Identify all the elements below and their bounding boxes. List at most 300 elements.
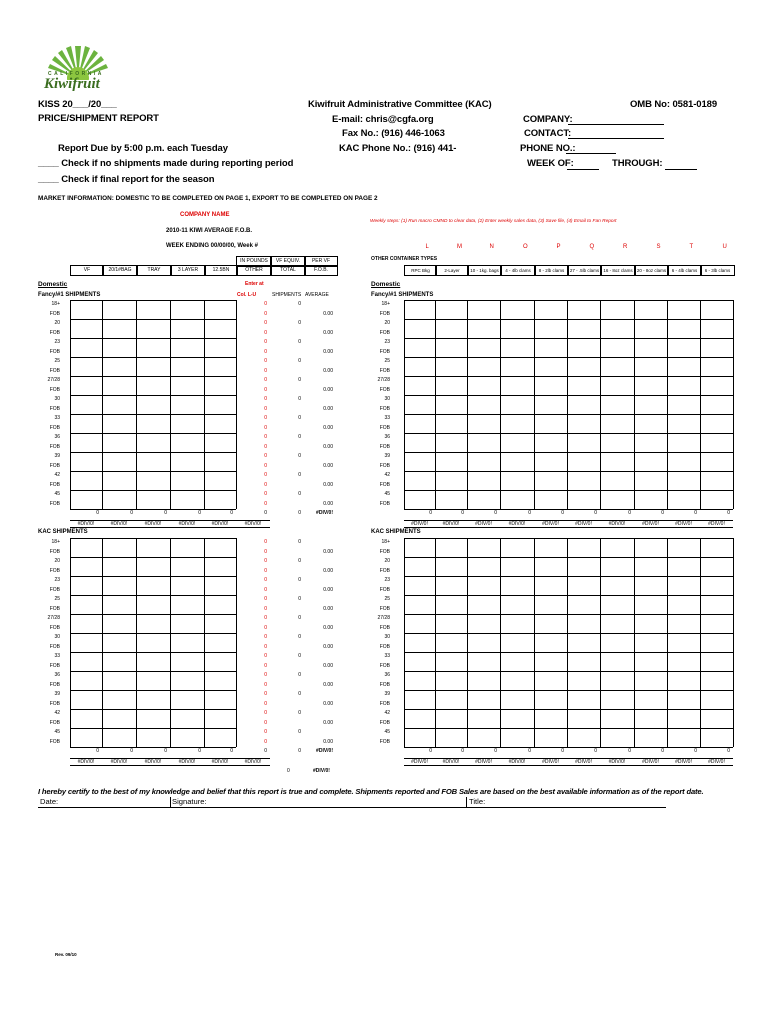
committee-name: Kiwifruit Administrative Committee (KAC) xyxy=(308,99,492,110)
grid-vline xyxy=(467,538,468,747)
left-header-cell: 20/1#BAG xyxy=(102,265,138,276)
size-label: 18+ xyxy=(51,539,60,545)
avg-value: 0.00 xyxy=(323,424,333,431)
total-row-zero: 0 xyxy=(198,510,201,516)
grid-vline xyxy=(70,300,71,509)
left-header-top-in_pounds: IN POUNDS xyxy=(236,256,272,267)
fob-label: FOB xyxy=(49,548,60,555)
size-label: 20 xyxy=(54,558,60,564)
grid-hline xyxy=(404,614,733,615)
right-div-cell: #DIV/0! xyxy=(600,520,634,528)
grid-hline xyxy=(404,728,733,729)
right-col-letter: U xyxy=(722,244,727,250)
grid-hline xyxy=(404,300,733,301)
avg-value: 0.00 xyxy=(323,700,333,707)
company-name-label: COMPANY NAME xyxy=(180,212,230,218)
right-div-cell: #DIV/0! xyxy=(634,758,667,766)
grid-hline xyxy=(70,395,236,396)
grid-vline xyxy=(667,300,668,509)
total-zero: 0 xyxy=(298,558,301,564)
other-zero: 0 xyxy=(264,634,267,640)
other-zero: 0 xyxy=(264,548,267,555)
right-total-zero: 0 xyxy=(528,748,531,754)
fob-label: FOB xyxy=(379,548,390,555)
size-label: 18+ xyxy=(381,539,390,545)
fob-label: FOB xyxy=(49,386,60,393)
report-due: Report Due by 5:00 p.m. each Tuesday xyxy=(58,143,228,154)
other-zero: 0 xyxy=(264,558,267,564)
fob-label: FOB xyxy=(49,719,60,726)
grid-vline xyxy=(435,538,436,747)
grid-hline xyxy=(70,557,236,558)
total-zero: 0 xyxy=(298,710,301,716)
grid-hline xyxy=(70,338,236,339)
sig-divider-2 xyxy=(466,797,467,808)
size-label: 23 xyxy=(54,339,60,345)
grid-hline xyxy=(404,709,733,710)
fob-label: FOB xyxy=(49,586,60,593)
total-zero: 0 xyxy=(298,320,301,326)
other-zero: 0 xyxy=(264,472,267,478)
avg-value: 0.00 xyxy=(323,462,333,469)
grid-hline xyxy=(70,319,236,320)
right-total-zero: 0 xyxy=(461,510,464,516)
revision: Rev. 09/10 xyxy=(55,952,77,957)
right-div-cell: #DIV/0! xyxy=(500,520,534,528)
grid-vline xyxy=(700,300,701,509)
right-total-zero: 0 xyxy=(429,748,432,754)
other-zero: 0 xyxy=(264,567,267,574)
grid-vline xyxy=(170,300,171,509)
fob-label: FOB xyxy=(49,567,60,574)
grid-vline xyxy=(667,538,668,747)
fob-label: FOB xyxy=(379,348,390,355)
week-of-field[interactable] xyxy=(567,169,599,170)
fob-label: FOB xyxy=(49,624,60,631)
avg-value: 0.00 xyxy=(323,681,333,688)
right-col-letter: N xyxy=(489,244,494,250)
other-zero: 0 xyxy=(264,615,267,621)
no-shipments-check[interactable]: ____ Check if no shipments made during reporting period xyxy=(38,158,294,169)
fob-label: FOB xyxy=(379,367,390,374)
company-field[interactable] xyxy=(568,124,664,125)
left-header-cell: F.O.B. xyxy=(304,265,338,276)
grid-vline xyxy=(733,300,734,509)
fob-label: FOB xyxy=(379,500,390,507)
div-cell: #DIV/0! xyxy=(136,758,170,766)
size-label: 18+ xyxy=(381,301,390,307)
market-info: MARKET INFORMATION: DOMESTIC TO BE COMPLETED ON PAGE 1, EXPORT TO BE COMPLETED ON PAGE 2 xyxy=(38,195,378,202)
grid-hline xyxy=(404,357,733,358)
right-total-zero: 0 xyxy=(694,748,697,754)
grid-hline xyxy=(70,595,236,596)
other-zero: 0 xyxy=(264,434,267,440)
fob-label: FOB xyxy=(49,348,60,355)
size-label: 36 xyxy=(54,434,60,440)
div-cell: #DIV/0! xyxy=(102,520,136,528)
total-row-zero: 0 xyxy=(230,510,233,516)
fob-label: FOB xyxy=(49,605,60,612)
total-zero: 0 xyxy=(298,301,301,307)
week-ending: WEEK ENDING 00/00/00, Week # xyxy=(166,243,258,249)
right-div-cell: #DIV/0! xyxy=(700,758,733,766)
avg-value: 0.00 xyxy=(323,719,333,726)
date-label[interactable]: Date: xyxy=(40,797,59,806)
other-zero: 0 xyxy=(264,462,267,469)
fob-label: FOB xyxy=(379,386,390,393)
other-zero: 0 xyxy=(264,500,267,507)
fob-label: FOB xyxy=(379,605,390,612)
avg-value: 0.00 xyxy=(323,738,333,745)
grid-hline xyxy=(70,614,236,615)
right-total-zero: 0 xyxy=(561,510,564,516)
left-header-cell: 3 LAYER xyxy=(170,265,206,276)
right-div-cell: #DIV/0! xyxy=(500,758,534,766)
other-zero: 0 xyxy=(264,653,267,659)
other-zero: 0 xyxy=(264,738,267,745)
grid-vline xyxy=(567,538,568,747)
size-label: 25 xyxy=(384,596,390,602)
grid-hline xyxy=(70,300,236,301)
grid-hline xyxy=(70,452,236,453)
left-header-cell: TOTAL xyxy=(270,265,306,276)
other-zero: 0 xyxy=(264,710,267,716)
right-header-cell: 27 - .5lb clams xyxy=(567,265,602,276)
grid-vline xyxy=(634,538,635,747)
fob-label: FOB xyxy=(379,567,390,574)
grid-hline xyxy=(404,538,733,539)
kac-email: E-mail: chris@cgfa.org xyxy=(332,114,434,125)
size-label: 45 xyxy=(384,729,390,735)
grid-hline xyxy=(404,433,733,434)
other-zero: 0 xyxy=(264,443,267,450)
other-zero: 0 xyxy=(264,643,267,650)
kiwifruit-logo xyxy=(38,40,118,96)
kiss-year: KISS 20___/20___ xyxy=(38,99,117,110)
right-header-cell: 6 - 4lb clams xyxy=(667,265,702,276)
size-label: 23 xyxy=(384,339,390,345)
total-zero: 0 xyxy=(298,596,301,602)
right-total-zero: 0 xyxy=(429,510,432,516)
other-zero: 0 xyxy=(264,320,267,326)
div-cell: #DIV/0! xyxy=(236,520,270,528)
size-label: 42 xyxy=(54,710,60,716)
logo-brand: Kiwifruit xyxy=(44,76,100,92)
final-report-check[interactable]: ____ Check if final report for the season xyxy=(38,174,215,185)
other-zero: 0 xyxy=(264,348,267,355)
size-label: 33 xyxy=(384,415,390,421)
total-zero: 0 xyxy=(298,577,301,583)
fob-label: FOB xyxy=(49,700,60,707)
avg-value: 0.00 xyxy=(323,329,333,336)
total-row-zero: 0 xyxy=(164,510,167,516)
total-row-zero: 0 xyxy=(264,748,267,754)
grid-hline xyxy=(404,576,733,577)
grid-vline xyxy=(70,538,71,747)
size-label: 25 xyxy=(54,596,60,602)
right-div-cell: #DIV/0! xyxy=(634,520,667,528)
grid-hline xyxy=(404,319,733,320)
div-cell: #DIV/0! xyxy=(170,758,204,766)
left-header-cell: 12.5BN xyxy=(204,265,238,276)
avg-value: 0.00 xyxy=(323,348,333,355)
total-row-zero: 0 xyxy=(96,748,99,754)
grid-vline xyxy=(204,300,205,509)
size-label: 25 xyxy=(384,358,390,364)
fob-label: FOB xyxy=(49,681,60,688)
div-cell: #DIV/0! xyxy=(170,520,204,528)
kac-right: KAC SHIPMENTS xyxy=(371,529,421,535)
right-header-cell: 4 - 4lb clams xyxy=(500,265,536,276)
avg-value: 0.00 xyxy=(323,310,333,317)
other-zero: 0 xyxy=(264,386,267,393)
avg-value: 0.00 xyxy=(323,367,333,374)
fob-label: FOB xyxy=(49,405,60,412)
grid-hline xyxy=(70,433,236,434)
grid-vline xyxy=(600,300,601,509)
grid-vline xyxy=(102,538,103,747)
div-cell: #DIV/0! xyxy=(236,758,270,766)
fob-label: FOB xyxy=(379,310,390,317)
grid-hline xyxy=(70,376,236,377)
total-row-zero: 0 xyxy=(198,748,201,754)
total-zero: 0 xyxy=(298,377,301,383)
contact-label: CONTACT: xyxy=(524,128,572,139)
grid-hline xyxy=(404,595,733,596)
total-row-zero: 0 xyxy=(130,748,133,754)
size-label: 18+ xyxy=(51,301,60,307)
contact-field[interactable] xyxy=(568,138,664,139)
right-header-cell: 8 - 2lb clams xyxy=(534,265,569,276)
fob-label: FOB xyxy=(49,738,60,745)
right-total-zero: 0 xyxy=(594,748,597,754)
total-row-div: #DIV/0! xyxy=(316,510,333,516)
other-zero: 0 xyxy=(264,672,267,678)
div-cell: #DIV/0! xyxy=(136,520,170,528)
size-label: 25 xyxy=(54,358,60,364)
other-zero: 0 xyxy=(264,358,267,364)
grid-vline xyxy=(534,538,535,747)
grid-hline xyxy=(70,671,236,672)
right-div-cell: #DIV/0! xyxy=(534,758,567,766)
fob-label: FOB xyxy=(379,662,390,669)
grid-vline xyxy=(634,300,635,509)
left-header-top-per_vf: PER VF xyxy=(304,256,338,267)
size-label: 45 xyxy=(384,491,390,497)
phone-label: PHONE NO.: xyxy=(520,143,576,154)
right-div-cell: #DIV/0! xyxy=(435,758,467,766)
total-row-zero: 0 xyxy=(230,748,233,754)
total-zero: 0 xyxy=(298,472,301,478)
fob-label: FOB xyxy=(379,424,390,431)
grid-vline xyxy=(170,538,171,747)
avg-value: 0.00 xyxy=(323,624,333,631)
fob-label: FOB xyxy=(49,662,60,669)
fob-label: FOB xyxy=(379,462,390,469)
other-zero: 0 xyxy=(264,596,267,602)
fob-label: FOB xyxy=(379,405,390,412)
grid-hline xyxy=(70,633,236,634)
grid-hline xyxy=(70,490,236,491)
grid-hline xyxy=(404,633,733,634)
right-div-cell: #DIV/0! xyxy=(600,758,634,766)
grid-hline xyxy=(70,471,236,472)
phone-field[interactable] xyxy=(566,153,616,154)
total-row-div: #DIV/0! xyxy=(316,748,333,754)
total-row-zero: 0 xyxy=(96,510,99,516)
fob-label: FOB xyxy=(49,310,60,317)
size-label: 33 xyxy=(54,415,60,421)
logo-state: CALIFORNIA xyxy=(48,71,104,77)
other-zero: 0 xyxy=(264,453,267,459)
signature-label[interactable]: Signature: xyxy=(172,797,207,806)
other-zero: 0 xyxy=(264,481,267,488)
grid-vline xyxy=(404,538,405,747)
right-header-cell: 6 - 3lb clams xyxy=(700,265,735,276)
avg-value: 0.00 xyxy=(323,500,333,507)
through-label: THROUGH: xyxy=(612,158,663,169)
right-total-zero: 0 xyxy=(461,748,464,754)
grid-vline xyxy=(136,300,137,509)
grid-hline xyxy=(404,471,733,472)
grid-hline xyxy=(70,690,236,691)
fob-label: FOB xyxy=(49,329,60,336)
grid-vline xyxy=(733,538,734,747)
size-label: 20 xyxy=(384,558,390,564)
size-label: 30 xyxy=(384,396,390,402)
total-row-zero: 0 xyxy=(130,510,133,516)
avg-value: 0.00 xyxy=(323,567,333,574)
right-div-cell: #DIV/0! xyxy=(667,758,700,766)
avg-value: 0.00 xyxy=(323,662,333,669)
grid-vline xyxy=(534,300,535,509)
col-lu-label: Col. L-U xyxy=(237,292,257,298)
grid-hline xyxy=(404,652,733,653)
other-zero: 0 xyxy=(264,539,267,545)
grid-vline xyxy=(467,300,468,509)
right-total-zero: 0 xyxy=(628,510,631,516)
grid-hline xyxy=(70,538,236,539)
grid-hline xyxy=(404,671,733,672)
fob-label: FOB xyxy=(379,681,390,688)
other-zero: 0 xyxy=(264,662,267,669)
size-label: 23 xyxy=(54,577,60,583)
sig-divider-1 xyxy=(170,797,171,808)
right-div-cell: #DIV/0! xyxy=(567,758,600,766)
title-label[interactable]: Title: xyxy=(469,797,486,806)
total-row-zero: 0 xyxy=(298,748,301,754)
total-zero: 0 xyxy=(298,615,301,621)
size-label: 23 xyxy=(384,577,390,583)
other-zero: 0 xyxy=(264,367,267,374)
left-header-top-vf_equiv: VF EQUIV. xyxy=(270,256,306,267)
right-col-letter: L xyxy=(425,244,429,250)
size-label: 36 xyxy=(384,672,390,678)
total-zero: 0 xyxy=(298,691,301,697)
other-container-types: OTHER CONTAINER TYPES xyxy=(371,256,438,262)
total-row-zero: 0 xyxy=(298,510,301,516)
fob-label: FOB xyxy=(379,586,390,593)
grid-vline xyxy=(700,538,701,747)
right-total-zero: 0 xyxy=(494,510,497,516)
week-of-label: WEEK OF: xyxy=(527,158,574,169)
fob-label: FOB xyxy=(379,738,390,745)
grid-vline xyxy=(600,538,601,747)
size-label: 45 xyxy=(54,729,60,735)
right-total-zero: 0 xyxy=(661,748,664,754)
div-cell: #DIV/0! xyxy=(204,520,236,528)
other-zero: 0 xyxy=(264,681,267,688)
company-label: COMPANY: xyxy=(523,114,573,125)
other-zero: 0 xyxy=(264,329,267,336)
fob-label: FOB xyxy=(49,462,60,469)
fob-label: FOB xyxy=(379,329,390,336)
right-header-cell: 2-Layer xyxy=(435,265,469,276)
fob-label: FOB xyxy=(379,643,390,650)
other-zero: 0 xyxy=(264,491,267,497)
fob-label: FOB xyxy=(49,367,60,374)
grid-hline xyxy=(404,490,733,491)
avg-value: 0.00 xyxy=(323,386,333,393)
right-total-zero: 0 xyxy=(628,748,631,754)
size-label: 39 xyxy=(54,691,60,697)
total-zero: 0 xyxy=(298,653,301,659)
size-label: 42 xyxy=(384,710,390,716)
right-col-letter: Q xyxy=(589,244,595,250)
right-div-cell: #DIV/0! xyxy=(700,520,733,528)
domestic-left: Domestic xyxy=(38,281,68,288)
size-label: 30 xyxy=(384,634,390,640)
fob-label: FOB xyxy=(49,443,60,450)
grid-vline xyxy=(136,538,137,747)
size-label: 42 xyxy=(54,472,60,478)
size-label: 20 xyxy=(54,320,60,326)
right-col-letter: O xyxy=(523,244,528,250)
size-label: 33 xyxy=(54,653,60,659)
grand-total-shipments: 0 xyxy=(287,768,290,774)
other-zero: 0 xyxy=(264,405,267,412)
left-header-cell: TRAY xyxy=(136,265,172,276)
right-col-letter: P xyxy=(556,244,561,250)
right-header-cell: 20 - 8oz clams xyxy=(634,265,669,276)
left-header-cell: OTHER xyxy=(236,265,272,276)
right-div-cell: #DIV/0! xyxy=(667,520,700,528)
other-zero: 0 xyxy=(264,624,267,631)
left-grid xyxy=(70,300,236,519)
other-zero: 0 xyxy=(264,577,267,583)
fancy-left: Fancy/#1 SHIPMENTS xyxy=(38,292,101,298)
right-div-cell: #DIV/0! xyxy=(534,520,567,528)
right-div-cell: #DIV/0! xyxy=(404,758,435,766)
size-label: 30 xyxy=(54,396,60,402)
div-cell: #DIV/0! xyxy=(70,520,102,528)
fancy-right: Fancy/#1 SHIPMENTS xyxy=(371,292,434,298)
grid-vline xyxy=(102,300,103,509)
grid-hline xyxy=(404,690,733,691)
shipments-label: SHIPMENTS xyxy=(272,292,302,298)
grid-hline xyxy=(404,338,733,339)
avg-value: 0.00 xyxy=(323,481,333,488)
other-zero: 0 xyxy=(264,301,267,307)
through-field[interactable] xyxy=(665,169,697,170)
signature-row xyxy=(38,797,666,808)
right-total-zero: 0 xyxy=(727,510,730,516)
instructions: Weekly steps: (1) Run macro CMND to clear data, (2) Enter weekly sales data, (3) Save file, (4) Email to Fan Report xyxy=(370,219,617,224)
omb-number: OMB No: 0581-0189 xyxy=(630,99,718,110)
grid-vline xyxy=(500,300,501,509)
right-col-letter: R xyxy=(623,244,628,250)
total-zero: 0 xyxy=(298,491,301,497)
